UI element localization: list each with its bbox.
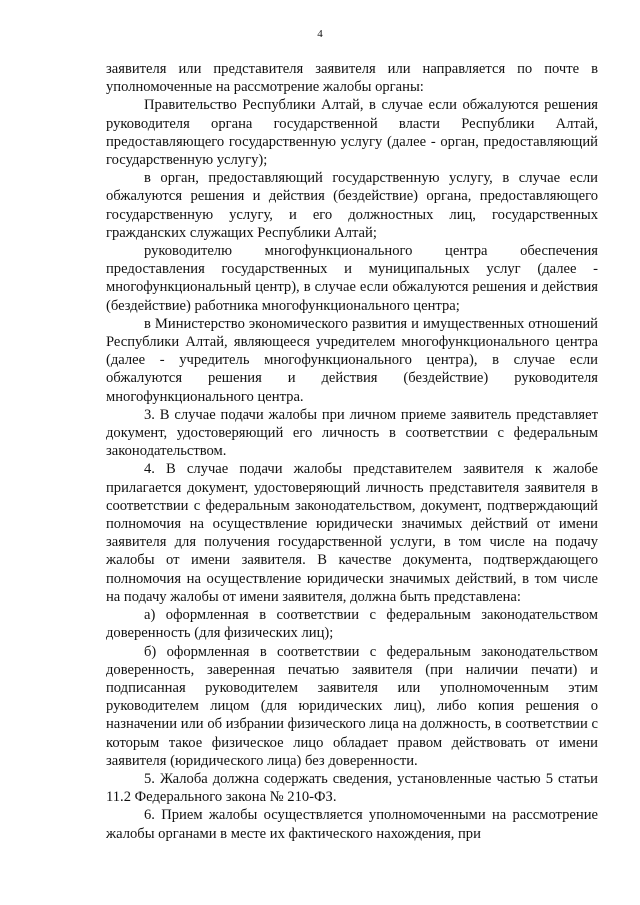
page-number: 4 xyxy=(317,28,323,40)
paragraph-item-3: 3. В случае подачи жалобы при личном приеме заявитель представляет документ, удостоверяющий его личность в соответствии с федеральным законодательством. xyxy=(106,406,598,460)
paragraph-service-body: в орган, предоставляющий государственную услугу, в случае если обжалуются решения и действия (бездействие) органа, предоставляющего государственную услугу, и его должностных лиц, государственных гражданских служащих Республики Алтай; xyxy=(106,170,598,241)
paragraph-subitem-b: б) оформленная в соответствии с федеральным законодательством доверенность, заверенная печатью заявителя (при наличии печати) и подписанная руководителем заявителя или уполномоченным этим руководителем лицом (для юридических лиц), либо копия решения о назначении или об избрании физического лица на должность, в соответствии с которым такое физическое лицо обладает правом действовать от имени заявителя (юридического лица) без доверенности. xyxy=(106,643,598,769)
document-body xyxy=(106,60,598,843)
paragraph-item-6: 6. Прием жалобы осуществляется уполномоченными на рассмотрение жалобы органами в месте их фактического нахождения, при xyxy=(106,807,598,842)
paragraph-continuation: заявителя или представителя заявителя или направляется по почте в уполномоченные на рассмотрение жалобы органы: xyxy=(106,61,598,96)
paragraph-ministry: в Министерство экономического развития и имущественных отношений Республики Алтай, являющееся учредителем многофункционального центра (далее - учредитель многофункционального центра), в случае если обжалуются решения и действия (бездействие) руководителя многофункционального центра. xyxy=(106,315,598,405)
paragraph-item-5: 5. Жалоба должна содержать сведения, установленные частью 5 статьи 11.2 Федерального закона № 210-ФЗ. xyxy=(106,770,598,806)
paragraph-government-ra: Правительство Республики Алтай, в случае если обжалуются решения руководителя органа государственной власти Республики Алтай, предоставляющего государственную услугу (далее - орган, предоставляющий государственную услугу); xyxy=(106,97,598,169)
paragraph-item-4: 4. В случае подачи жалобы представителем заявителя к жалобе прилагается документ, удостоверяющий личность представителя заявителя в соответствии с федеральным законодательством, документ, подтверждающий полномочия на осуществление юридически значимых действий от имени заявителя для получения государственной услуги, в том числе на подачу жалобы от имени заявителя. В качестве документа, подтверждающего полномочия на осуществление юридически значимых действий, в том числе на подачу жалобы от имени заявителя, должна быть представлена: xyxy=(106,461,598,605)
paragraph-subitem-a: а) оформленная в соответствии с федеральным законодательством доверенность (для физических лиц); xyxy=(106,607,598,642)
paragraph-mfc-head: руководителю многофункционального центра обеспечения предоставления государственных и муниципальных услуг (далее - многофункциональный центр), в случае если обжалуются решения и действия (бездействие) работника многофункционального центра; xyxy=(106,243,598,314)
